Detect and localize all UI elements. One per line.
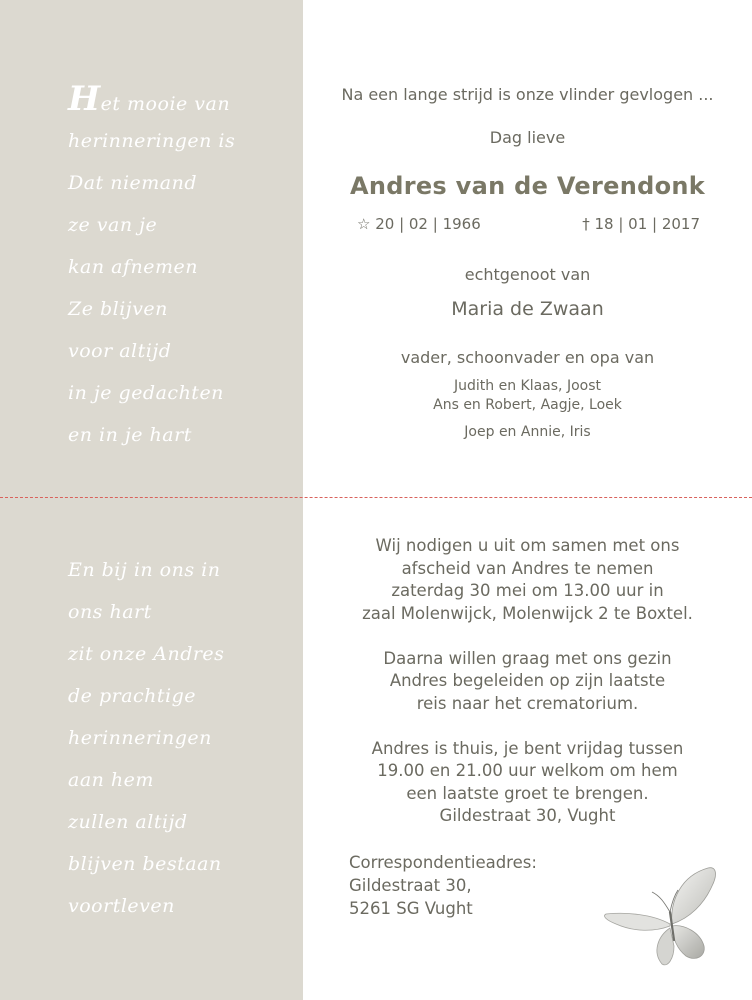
invitation-line: zaterdag 30 mei om 13.00 uur in [391, 581, 664, 600]
poem-line: zullen altijd [68, 811, 188, 833]
poem-line: voortleven [68, 895, 175, 917]
poem-line: voor altijd [68, 340, 172, 362]
poem-line: ze van je [68, 214, 158, 236]
spouse-name: Maria de Zwaan [451, 298, 604, 320]
poem-line: ons hart [68, 601, 152, 623]
poem-line: zit onze Andres [68, 643, 225, 665]
poem-line: Dat niemand [68, 172, 198, 194]
invitation-paragraph [303, 535, 752, 625]
invitation-line: Andres is thuis, je bent vrijdag tussen [371, 738, 684, 758]
poem-line: en in je hart [68, 424, 192, 446]
invitation-line: Andres begeleiden op zijn laatste [389, 671, 666, 690]
poem-line-text: et mooie van [100, 93, 231, 115]
invitation-paragraph [303, 738, 752, 828]
address-street: Gildestraat 30, [349, 876, 472, 895]
spouse-label: echtgenoot van [464, 265, 591, 284]
greeting: Dag lieve [489, 128, 566, 147]
children-line: Ans en Robert, Aagje, Loek [433, 397, 622, 413]
invitation-line: Daarna willen graag met ons gezin [383, 648, 672, 668]
invitation-line: zaal Molenwijck, Molenwijck 2 te Boxtel. [362, 603, 693, 623]
invitation-line: reis naar het crematorium. [416, 693, 639, 713]
birth-date: ☆ 20 | 02 | 1966 [357, 215, 481, 233]
poem-top [68, 78, 235, 456]
address-label: Correspondentieadres: [349, 853, 537, 872]
children-label: vader, schoonvader en opa van [400, 348, 655, 367]
children-list [303, 377, 752, 415]
poem-line: kan afnemen [68, 256, 198, 278]
invitation-line: 19.00 en 21.00 uur welkom om hem [377, 761, 678, 780]
poem-line [68, 78, 235, 120]
fold-cut-line [0, 497, 752, 498]
invitation-text [303, 535, 752, 850]
deceased-name: Andres van de Verendonk [349, 172, 706, 200]
poem-line: herinneringen is [68, 130, 236, 152]
invitation-line: Wij nodigen u uit om samen met ons [375, 536, 680, 555]
poem-line: in je gedachten [68, 382, 224, 404]
grandchildren: Joep en Annie, Iris [464, 424, 591, 440]
poem-line: Ze blijven [68, 298, 168, 320]
address-city: 5261 SG Vught [349, 899, 473, 918]
children-line: Judith en Klaas, Joost [454, 378, 601, 394]
invitation-line: een laatste groet te brengen. [406, 783, 649, 803]
poem-bottom [68, 549, 224, 927]
poem-line: herinneringen [68, 727, 212, 749]
invitation-paragraph [303, 648, 752, 716]
poem-line: En bij in ons in [68, 559, 221, 581]
death-date: † 18 | 01 | 2017 [582, 215, 700, 233]
poem-line: de prachtige [68, 685, 197, 707]
poem-line: blijven bestaan [68, 853, 222, 875]
invitation-line: Gildestraat 30, Vught [439, 806, 616, 825]
correspondence-address [349, 851, 537, 920]
poem-line: aan hem [68, 769, 154, 791]
invitation-line: afscheid van Andres te nemen [401, 558, 654, 578]
butterfly-icon [600, 862, 730, 972]
intro-text: Na een lange strijd is onze vlinder gevlogen ... [341, 85, 714, 104]
poem-initial: H [68, 79, 101, 119]
